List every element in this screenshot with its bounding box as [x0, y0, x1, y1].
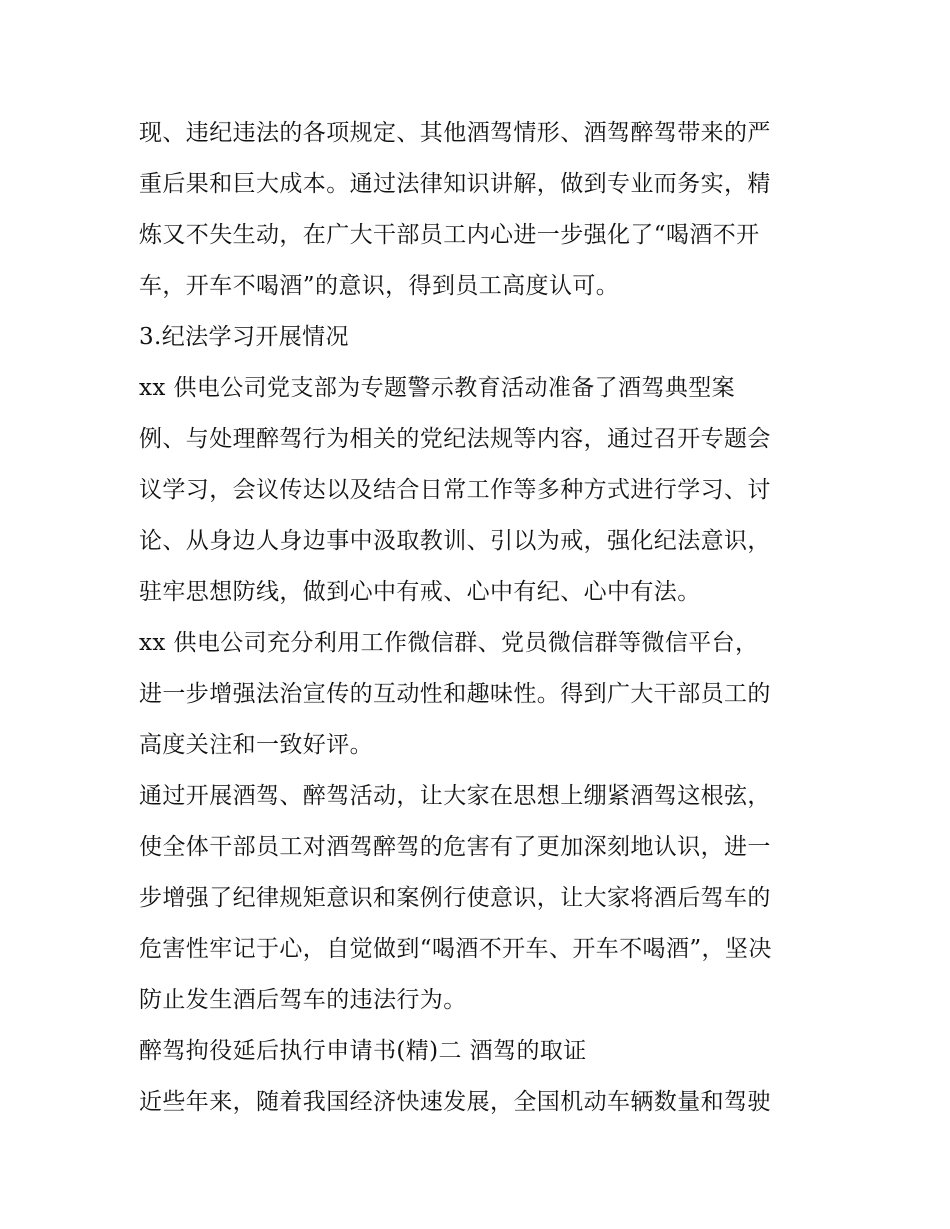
text-line: 例、与处理醉驾行为相关的党纪法规等内容，通过召开专题会: [139, 426, 771, 452]
text-line: 使全体干部员工对酒驾醉驾的危害有了更加深刻地认识，进一: [139, 834, 771, 860]
section-heading: 醉驾拘役延后执行申请书(精)二 酒驾的取证: [139, 1038, 587, 1064]
text-line: 车，开车不喝酒”的意识，得到员工高度认可。: [139, 273, 620, 299]
text-line: 议学习，会议传达以及结合日常工作等多种方式进行学习、讨: [139, 477, 771, 503]
text-line: 重后果和巨大成本。通过法律知识讲解，做到专业而务实，精: [139, 171, 771, 197]
text-line: 通过开展酒驾、醉驾活动，让大家在思想上绷紧酒驾这根弦，: [139, 783, 771, 809]
text-line: 论、从身边人身边事中汲取教训、引以为戒，强化纪法意识，: [139, 528, 771, 554]
text-line: 现、违纪违法的各项规定、其他酒驾情形、酒驾醉驾带来的严: [139, 120, 771, 146]
text-line: 高度关注和一致好评。: [139, 732, 373, 758]
section-heading: 3.纪法学习开展情况: [139, 324, 349, 350]
text-line: 防止发生酒后驾车的违法行为。: [139, 987, 467, 1013]
text-line: 进一步增强法治宣传的互动性和趣味性。得到广大干部员工的: [139, 681, 771, 707]
text-line: 步增强了纪律规矩意识和案例行使意识，让大家将酒后驾车的: [139, 885, 771, 911]
text-line: xx 供电公司党支部为专题警示教育活动准备了酒驾典型案: [139, 375, 736, 401]
document-body: [139, 108, 819, 1128]
text-line: 炼又不失生动，在广大干部员工内心进一步强化了“喝酒不开: [139, 222, 760, 248]
text-line: 近些年来，随着我国经济快速发展，全国机动车辆数量和驾驶: [139, 1089, 771, 1115]
text-line: 危害性牢记于心，自觉做到“喝酒不开车、开车不喝酒”，坚决: [139, 936, 772, 962]
text-line: 驻牢思想防线，做到心中有戒、心中有纪、心中有法。: [139, 579, 701, 605]
text-line: xx 供电公司充分利用工作微信群、党员微信群等微信平台，: [139, 630, 759, 656]
